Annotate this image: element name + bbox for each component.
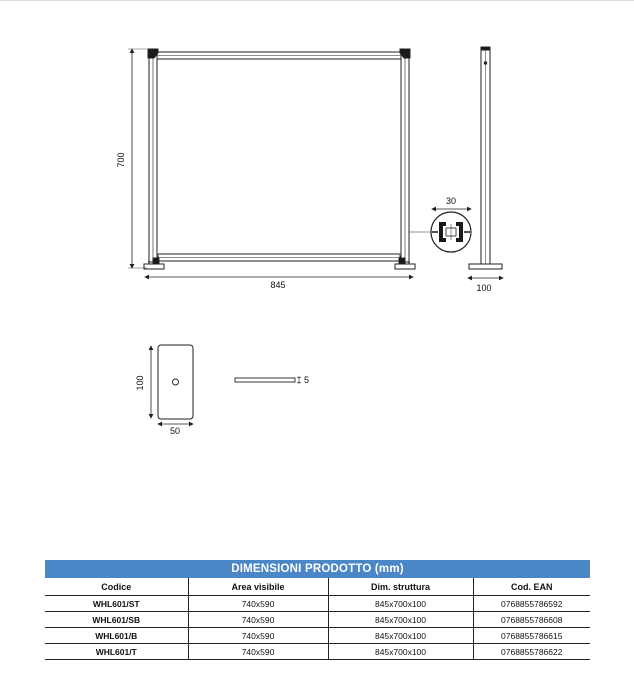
clamp-width-label: 30 xyxy=(445,196,457,206)
cell-ean: 0768855786592 xyxy=(473,596,590,612)
cell-ean: 0768855786608 xyxy=(473,612,590,628)
cell-code: WHL601/SB xyxy=(45,612,188,628)
col-header-area: Area visibile xyxy=(188,578,328,596)
table-row xyxy=(45,644,590,660)
side-view xyxy=(469,47,502,269)
cell-area: 740x590 xyxy=(188,628,328,644)
clamp-detail xyxy=(431,212,471,252)
foot-width-label: 50 xyxy=(169,426,181,436)
dimensions-table xyxy=(45,560,590,660)
front-height-label: 700 xyxy=(116,152,126,168)
col-header-code: Codice xyxy=(45,578,188,596)
cell-area: 740x590 xyxy=(188,644,328,660)
panel-thickness-detail xyxy=(235,376,301,384)
table-row xyxy=(45,612,590,628)
foot-plate-detail xyxy=(158,345,193,419)
side-depth-label: 100 xyxy=(476,283,492,293)
cell-structure: 845x700x100 xyxy=(328,596,473,612)
cell-ean: 0768855786615 xyxy=(473,628,590,644)
cell-area: 740x590 xyxy=(188,612,328,628)
panel-thickness-label: 5 xyxy=(304,375,310,385)
col-header-ean: Cod. EAN xyxy=(473,578,590,596)
table-row xyxy=(45,628,590,644)
table-title: DIMENSIONI PRODOTTO (mm) xyxy=(45,560,590,578)
cell-area: 740x590 xyxy=(188,596,328,612)
cell-structure: 845x700x100 xyxy=(328,628,473,644)
front-width-label: 845 xyxy=(270,280,286,290)
side-foot xyxy=(469,264,502,269)
cell-code: WHL601/B xyxy=(45,628,188,644)
foot-height-label: 100 xyxy=(135,375,145,391)
foot-left xyxy=(144,264,164,269)
cell-ean: 0768855786622 xyxy=(473,644,590,660)
col-header-structure: Dim. struttura xyxy=(328,578,473,596)
foot-right xyxy=(395,264,415,269)
height-dimension xyxy=(128,49,147,268)
cell-structure: 845x700x100 xyxy=(328,644,473,660)
cell-structure: 845x700x100 xyxy=(328,612,473,628)
cell-code: WHL601/ST xyxy=(45,596,188,612)
front-view xyxy=(144,49,415,269)
table-row xyxy=(45,596,590,612)
cell-code: WHL601/T xyxy=(45,644,188,660)
